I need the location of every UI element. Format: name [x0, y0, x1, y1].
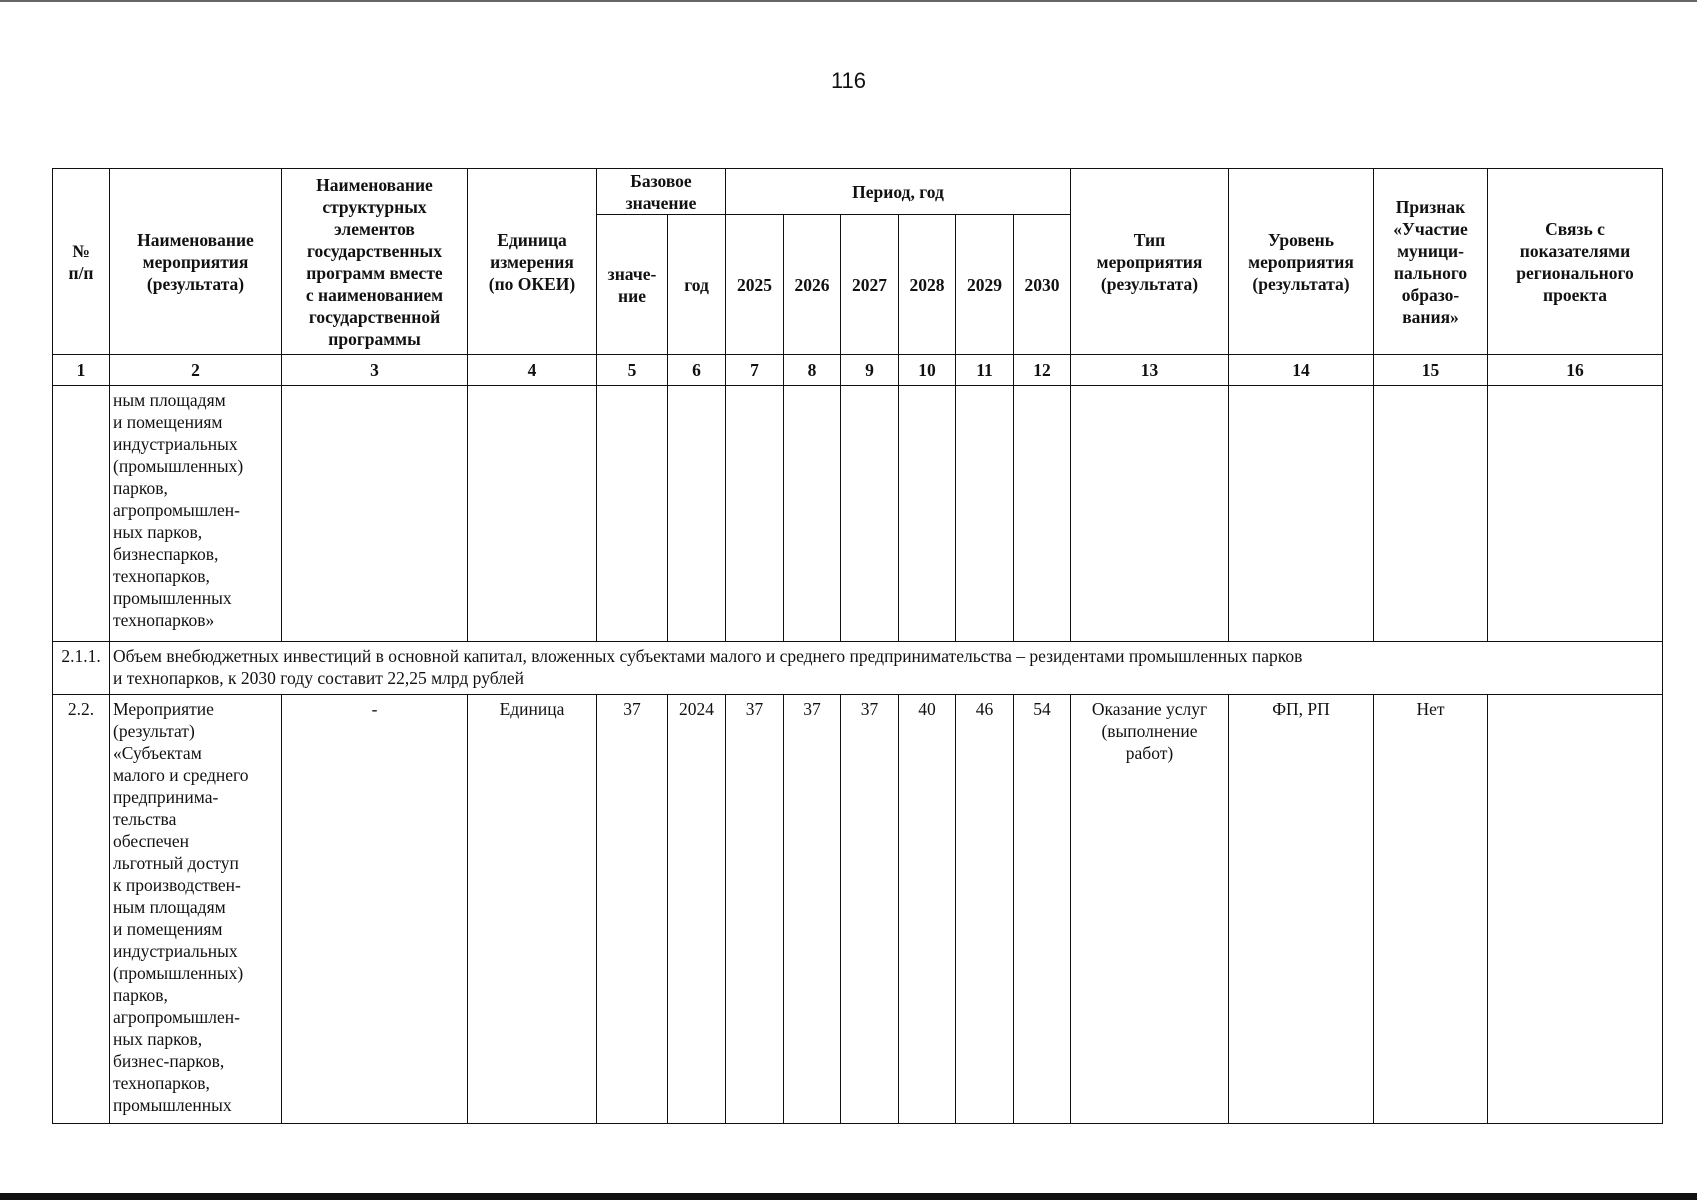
page-number: 116: [830, 68, 867, 93]
item-link: [1488, 695, 1663, 1124]
header-base-value: Базовое значение: [597, 169, 726, 215]
column-number: 12: [1014, 355, 1071, 386]
item-name: Мероприятие (результат) «Субъектам малого и среднего предпринима- тельства обеспечен льготный доступ к производствен- ным площадям и помещениям индустриальных (промышленных) парков, агропромышлен- ных парков, бизнес-парков, технопарков, промышленных: [110, 695, 282, 1124]
header-num: № п/п: [53, 169, 110, 355]
column-number: 10: [899, 355, 956, 386]
item-base-year: 2024: [668, 695, 726, 1124]
column-number: 8: [784, 355, 841, 386]
item-value-2029: 46: [956, 695, 1014, 1124]
column-number: 13: [1071, 355, 1229, 386]
item-row: [53, 695, 1663, 1124]
column-number: 4: [468, 355, 597, 386]
column-number: 11: [956, 355, 1014, 386]
column-number: 16: [1488, 355, 1663, 386]
header-year: 2028: [899, 215, 956, 355]
item-value-2026: 37: [784, 695, 841, 1124]
column-number: 2: [110, 355, 282, 386]
column-number: 1: [53, 355, 110, 386]
column-number: 15: [1374, 355, 1488, 386]
header-structural-elements: Наименование структурных элементов государственных программ вместе с наименованием государственной программы: [282, 169, 468, 355]
column-number: 6: [668, 355, 726, 386]
section-num: 2.1.1.: [53, 642, 110, 695]
column-number: 9: [841, 355, 899, 386]
column-number: 3: [282, 355, 468, 386]
section-row: [53, 642, 1663, 695]
continuation-row: [53, 386, 1663, 642]
item-municipal: Нет: [1374, 695, 1488, 1124]
item-value-2028: 40: [899, 695, 956, 1124]
item-num: 2.2.: [53, 695, 110, 1124]
item-structural-elements: -: [282, 695, 468, 1124]
header-row-1: [53, 169, 1663, 215]
item-level: ФП, РП: [1229, 695, 1374, 1124]
column-number: 14: [1229, 355, 1374, 386]
page-bottom-edge: [0, 1193, 1697, 1200]
column-number: 5: [597, 355, 668, 386]
item-value-2027: 37: [841, 695, 899, 1124]
header-year: 2025: [726, 215, 784, 355]
section-text: Объем внебюджетных инвестиций в основной капитал, вложенных субъектами малого и среднего предпринимательства – резидентами промышленных парков и технопарков, к 2030 году составит 22,25 млрд рублей: [110, 642, 1663, 695]
item-base-value: 37: [597, 695, 668, 1124]
continuation-name: ным площадям и помещениям индустриальных (промышленных) парков, агропромышлен- ных парков, бизнеспарков, технопарков, промышленных технопарков»: [110, 386, 282, 642]
header-year: 2026: [784, 215, 841, 355]
column-number-row: [53, 355, 1663, 386]
column-number: 7: [726, 355, 784, 386]
header-unit: Единица измерения (по ОКЕИ): [468, 169, 597, 355]
item-value-2025: 37: [726, 695, 784, 1124]
header-year: 2029: [956, 215, 1014, 355]
item-value-2030: 54: [1014, 695, 1071, 1124]
item-unit: Единица: [468, 695, 597, 1124]
header-link: Связь с показателями регионального проекта: [1488, 169, 1663, 355]
header-base-year-sub: год: [668, 215, 726, 355]
page-top-edge: [0, 0, 1697, 2]
header-name: Наименование мероприятия (результата): [110, 169, 282, 355]
header-year: 2027: [841, 215, 899, 355]
header-base-value-sub: значе- ние: [597, 215, 668, 355]
item-type: Оказание услуг (выполнение работ): [1071, 695, 1229, 1124]
header-type: Тип мероприятия (результата): [1071, 169, 1229, 355]
header-municipal: Признак «Участие муници- пального образо- вания»: [1374, 169, 1488, 355]
measures-table: [52, 168, 1663, 1124]
header-period: Период, год: [726, 169, 1071, 215]
header-level: Уровень мероприятия (результата): [1229, 169, 1374, 355]
header-year: 2030: [1014, 215, 1071, 355]
